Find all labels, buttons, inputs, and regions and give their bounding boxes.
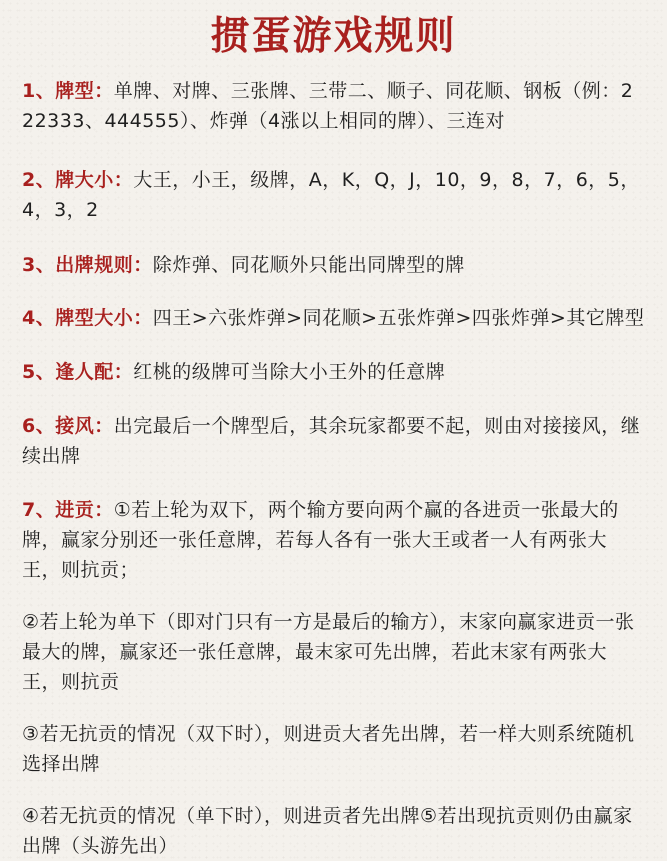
page-title: 掼蛋游戏规则 <box>210 14 457 59</box>
tribute-paragraph-4: ④若无抗贡的情况（单下时），则进贡者先出牌⑤若出现抗贡则仍由赢家出牌（头游先出） <box>22 805 633 857</box>
rule-text: 单牌、对牌、三张牌、三带二、顺子、同花顺、钢板（例：222333、444555）、炸弹（4涨以上相同的牌）、三连对 <box>22 80 634 132</box>
rule-text: 四王>六张炸弹>同花顺>五张炸弹>四张炸弹>其它牌型 <box>152 307 645 329</box>
rule-label: 6、接风： <box>22 415 114 437</box>
rule-text: 红桃的级牌可当除大小王外的任意牌 <box>133 361 446 383</box>
rule-label: 2、牌大小： <box>22 169 134 191</box>
rule-card-types <box>22 76 645 136</box>
rule-take-over <box>22 411 645 471</box>
rule-label: 7、进贡： <box>22 499 114 521</box>
tribute-paragraph-3: ③若无抗贡的情况（双下时），则进贡大者先出牌，若一样大则系统随机选择出牌 <box>22 723 635 775</box>
rule-label: 5、逢人配： <box>22 361 134 383</box>
rule-play-rules <box>22 250 645 280</box>
rule-text: 出完最后一个牌型后，其余玩家都要不起，则由对接接风，继续出牌 <box>22 415 641 467</box>
rule-type-ranking <box>22 303 645 333</box>
rule-text: 除炸弹、同花顺外只能出同牌型的牌 <box>152 254 465 276</box>
rule-wildcard <box>22 357 645 387</box>
rule-label: 1、牌型： <box>22 80 114 102</box>
rule-text: 大王，小王，级牌，A，K，Q，J，10，9，8，7，6，5，4，3，2 <box>22 169 640 221</box>
rule-text: ①若上轮为双下，两个输方要向两个赢的各进贡一张最大的牌，赢家分别还一张任意牌，若每人各有一张大王或者一人有两张大王，则抗贡； <box>22 499 619 581</box>
tribute-paragraph-2: ②若上轮为单下（即对门只有一方是最后的输方），末家向赢家进贡一张最大的牌，赢家还一张任意牌，最末家可先出牌，若此末家有两张大王，则抗贡 <box>22 611 635 693</box>
rule-label: 3、出牌规则： <box>22 254 153 276</box>
rule-card-ranking <box>22 165 645 225</box>
rule-tribute <box>22 495 645 585</box>
rule-label: 4、牌型大小： <box>22 307 153 329</box>
